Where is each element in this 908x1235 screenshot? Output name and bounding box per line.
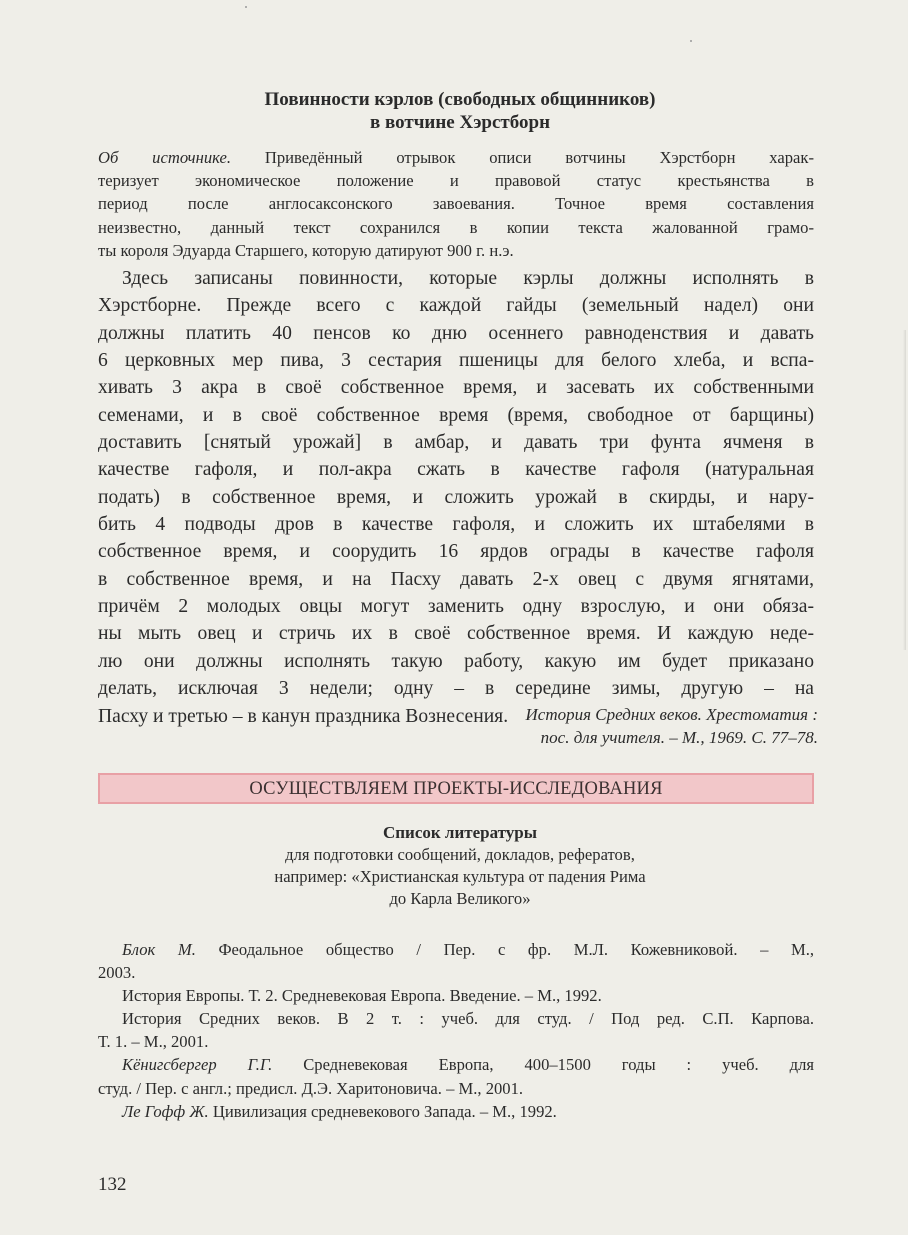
excerpt-line: Пасху и третью – в канун праздника Вознесения. <box>98 705 509 727</box>
excerpt-line: делать, исключая 3 недели; одну – в середине зимы, другую – на <box>98 678 814 700</box>
source-description-line: теризует экономическое положение и правовой статус крестьянства в <box>98 171 814 191</box>
reference-item <box>98 1100 814 1123</box>
excerpt-line: семенами, и в своё собственное время (время, свободное от барщины) <box>98 404 814 426</box>
excerpt-line: Хэрстборне. Прежде всего с каждой гайды (земельный надел) они <box>98 295 814 317</box>
literature-header <box>160 822 760 910</box>
excerpt-line: хивать 3 акра в своё собственное время, и засевать их собственными <box>98 377 814 399</box>
speck <box>245 6 247 8</box>
source-description-line: неизвестно, данный текст сохранился в копии текста жалованной грамо- <box>98 217 814 237</box>
source-description-line: период после англосаксонского завоевания. Точное время составления <box>98 194 814 214</box>
source-description <box>98 146 814 262</box>
excerpt-line: подать) в собственное время, и сложить урожай в скирды, и нару- <box>98 486 814 508</box>
reference-author: Ле Гофф Ж. <box>122 1101 209 1121</box>
reference-author: Кёнигсбергер Г.Г. <box>122 1055 273 1075</box>
literature-subtitle-line: например: «Христианская культура от падения Рима <box>274 867 646 886</box>
reference-item-continued: студ. / Пер. с англ.; предисл. Д.Э. Харитоновича. – М., 2001. <box>98 1078 524 1098</box>
excerpt-line: причём 2 молодых овцы могут заменить одну взрослую, и они обяза- <box>98 596 814 618</box>
reference-author: Блок М. <box>122 940 196 959</box>
reference-text: Средневековая Европа, 400–1500 годы : учеб. для <box>303 1055 814 1075</box>
excerpt-line: 6 церковных мер пива, 3 сестария пшеницы для белого хлеба, и вспа- <box>98 350 814 372</box>
reference-item <box>98 938 814 961</box>
reference-item: История Средних веков. В 2 т. : учеб. для студ. / Под ред. С.П. Карпова. <box>122 1009 814 1029</box>
source-citation <box>526 703 818 749</box>
source-citation-line: пос. для учителя. – М., 1969. С. 77–78. <box>540 728 818 747</box>
literature-title: Список литературы <box>382 823 538 842</box>
literature-subtitle-line: для подготовки сообщений, докладов, рефератов, <box>285 845 635 864</box>
literature-subtitle-line: до Карла Великого» <box>389 889 531 908</box>
projects-banner: ОСУЩЕСТВЛЯЕМ ПРОЕКТЫ-ИССЛЕДОВАНИЯ <box>98 773 814 804</box>
reference-item-continued: Т. 1. – М., 2001. <box>98 1032 209 1052</box>
excerpt-line: Здесь записаны повинности, которые кэрлы должны исполнять в <box>122 268 814 289</box>
reference-text: Феодальное общество / Пер. с фр. М.Л. Кожевниковой. – М., <box>218 940 814 959</box>
page-number: 132 <box>98 1174 127 1195</box>
excerpt-line: бить 4 подводы дров в качестве гафоля, и сложить их штабелями в <box>98 514 814 536</box>
reference-item-continued: 2003. <box>98 963 136 983</box>
reference-list <box>98 938 814 1123</box>
excerpt-line: качестве гафоля, и пол-акра сжать в качестве гафоля (натуральная <box>98 459 814 481</box>
document-excerpt <box>98 265 814 730</box>
source-citation-line: История Средних веков. Хрестоматия : <box>525 705 818 724</box>
page-edge-shadow <box>903 330 906 650</box>
source-description-line: Приведённый отрывок описи вотчины Хэрстборн харак- <box>264 148 814 167</box>
excerpt-line: должны платить 40 пенсов ко дню осеннего равноденствия и давать <box>98 322 814 344</box>
speck <box>690 40 692 42</box>
section-heading-line: в вотчине Хэрстборн <box>369 112 551 133</box>
reference-item: История Европы. Т. 2. Средневековая Европа. Введение. – М., 1992. <box>122 986 602 1006</box>
section-heading <box>160 88 760 134</box>
reference-item <box>98 1053 814 1076</box>
reference-text: Цивилизация средневекового Запада. – М., 1992. <box>212 1101 557 1121</box>
section-heading-line: Повинности кэрлов (свободных общинников) <box>264 89 656 110</box>
excerpt-line: в собственное время, и на Пасху давать 2-х овец с двумя ягнятами, <box>98 568 814 590</box>
excerpt-line: лю они должны исполнять такую работу, какую им будет приказано <box>98 650 814 672</box>
excerpt-line: собственное время, и соорудить 16 ярдов ограды в качестве гафоля <box>98 541 814 563</box>
excerpt-line: доставить [снятый урожай] в амбар, и давать три фунта ячменя в <box>98 432 814 454</box>
source-description-line: ты короля Эдуарда Старшего, которую датируют 900 г. н.э. <box>98 240 514 260</box>
excerpt-line: ны мыть овец и стричь их в своё собственное время. И каждую неде- <box>98 623 814 645</box>
source-description-label: Об источнике. <box>98 148 231 167</box>
